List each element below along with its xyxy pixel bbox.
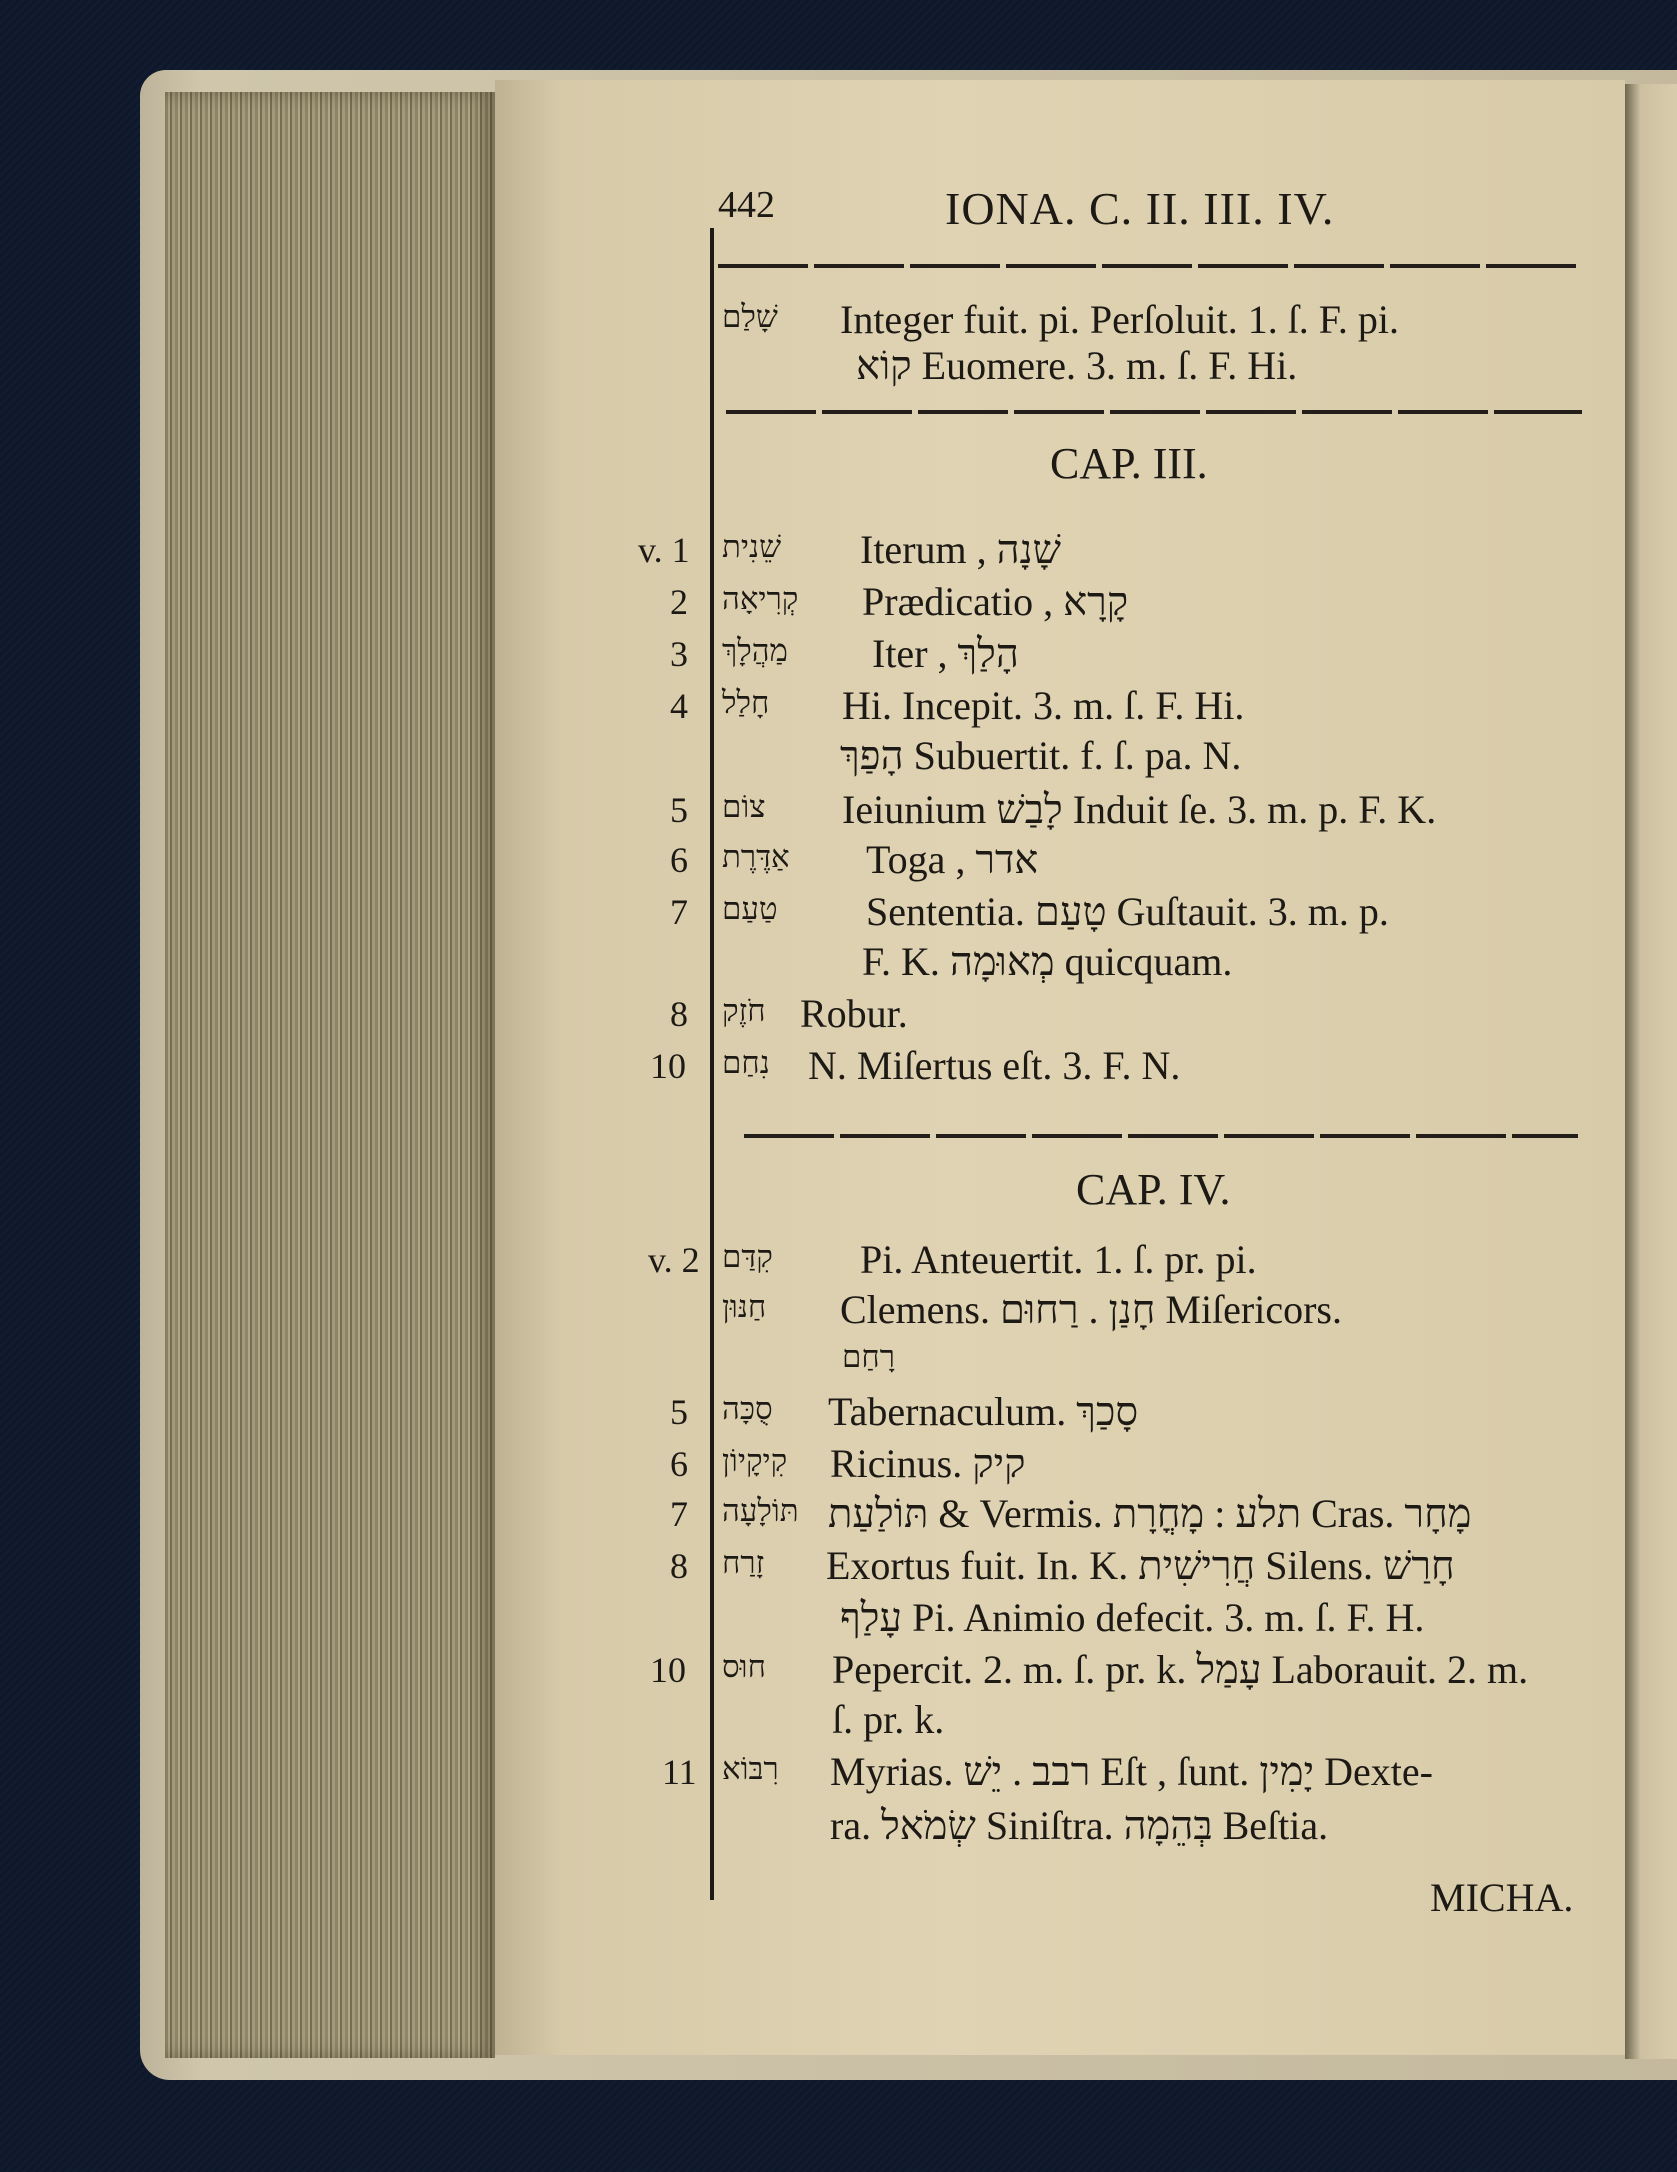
verse-number: v. 1 [638,530,690,570]
gloss-text: Exortus fuit. In. K. חֲרִישִׁית Silens. חָרַשׁ [826,1543,1455,1588]
verse-number: 4 [670,686,688,726]
gloss-text: Iterum , שָׁנָה [860,527,1061,572]
hebrew-headword: חֹזֶק [722,993,766,1029]
hebrew-headword: אַדֶּרֶת [722,839,790,875]
gloss-text: תּוֹלַעַת & Vermis. תלע : מָחֳרָת Cras. מָחָר [828,1491,1472,1536]
hebrew-headword: תּוֹלָעָה [722,1493,799,1529]
hebrew-headword: מַהֲלָךְ [722,633,788,669]
verse-number: 10 [650,1046,686,1086]
gloss-text: Tabernaculum. סָכַךְ [828,1389,1139,1434]
verse-number: 8 [670,1546,688,1586]
gloss-text: Robur. [800,991,908,1036]
hebrew-headword: חָלַל [722,685,770,721]
hebrew-headword: רִבּוֹא [722,1751,779,1787]
verse-number: v. 2 [648,1240,700,1280]
hebrew-headword: קְרִיאָה [722,581,799,617]
verse-number: 7 [670,892,688,932]
chapter-rule-4 [744,1134,1578,1138]
verse-number: 11 [662,1752,697,1792]
gloss-text: Clemens. חָנַן . רַחוּם Miſericors. [840,1287,1342,1332]
verse-number: 6 [670,840,688,880]
facing-page-edge [1625,84,1677,2059]
hebrew-headword: שֵׁנִית [722,529,782,565]
catchword: MICHA. [1430,1875,1574,1920]
running-title: IONA. C. II. III. IV. [945,183,1335,234]
gloss-text: Pi. Anteuertit. 1. ſ. pr. pi. [860,1237,1257,1282]
chapter-rule-3 [726,410,1582,414]
hebrew-headword: צוֹם [722,789,766,825]
gloss-text: Iter , הָלַךְ [872,631,1019,676]
hebrew-headword: זָרַח [722,1545,765,1581]
hebrew-headword: נִחַם [722,1045,770,1081]
gloss-text: Myrias. רבב . יֵשׁ Eſt , ſunt. יָמִין Dexte- [830,1749,1433,1794]
hebrew-headword: רָחַם [842,1339,895,1375]
gloss-text: Pepercit. 2. m. ſ. pr. k. עָמַל Laborauit. 2. m. [832,1647,1529,1692]
hebrew-headword: טַעַם [722,891,778,927]
header-rule [718,264,1578,268]
gloss-text: Integer fuit. pi. Perſoluit. 1. ſ. F. pi. [840,297,1399,342]
gloss-text: עָלַף Pi. Animio defecit. 3. m. ſ. F. H. [840,1595,1425,1640]
gloss-text: Ricinus. קיק [830,1441,1026,1486]
gloss-text: ſ. pr. k. [832,1697,945,1742]
verse-number: 5 [670,790,688,830]
gloss-text: Hi. Incepit. 3. m. ſ. F. Hi. [842,683,1245,728]
verse-number: 5 [670,1392,688,1432]
verse-number: 3 [670,634,688,674]
gloss-text: F. K. מְאוּמָה quicquam. [862,939,1233,984]
page-edges [165,92,495,2058]
verse-number: 7 [670,1494,688,1534]
verse-number: 8 [670,994,688,1034]
hebrew-headword: חַנּוּן [722,1289,767,1325]
hebrew-headword: סֻכָּה [722,1391,773,1427]
page-number: 442 [718,184,775,226]
hebrew-headword: קִדַּם [722,1239,773,1275]
gloss-text: Toga , אדר [866,837,1039,882]
gloss-text: Ieiunium לָבַשׁ Induit ſe. 3. m. p. F. K. [842,787,1437,832]
column-rule [710,228,714,1900]
gloss-text: הָפַךְ Subuertit. f. ſ. pa. N. [840,733,1242,778]
gloss-text: Prædicatio , קָרָא [862,579,1129,624]
hebrew-headword: חוּס [722,1649,766,1685]
chapter-heading: CAP. III. [1050,439,1208,488]
gloss-text: ra. שְׂמֹאל Siniſtra. בְּהֵמָה Beſtia. [830,1803,1329,1848]
gloss-text: N. Miſertus eſt. 3. F. N. [808,1043,1181,1088]
verse-number: 6 [670,1444,688,1484]
chapter-heading: CAP. IV. [1076,1165,1231,1214]
gloss-text: קוֹא Euomere. 3. m. ſ. F. Hi. [856,343,1298,388]
hebrew-headword: שָׁלַם [722,299,778,335]
gloss-text: Sententia. טָעַם Guſtauit. 3. m. p. [866,889,1389,934]
hebrew-headword: קִיקָיוֹן [722,1443,788,1479]
verse-number: 2 [670,582,688,622]
verse-number: 10 [650,1650,686,1690]
